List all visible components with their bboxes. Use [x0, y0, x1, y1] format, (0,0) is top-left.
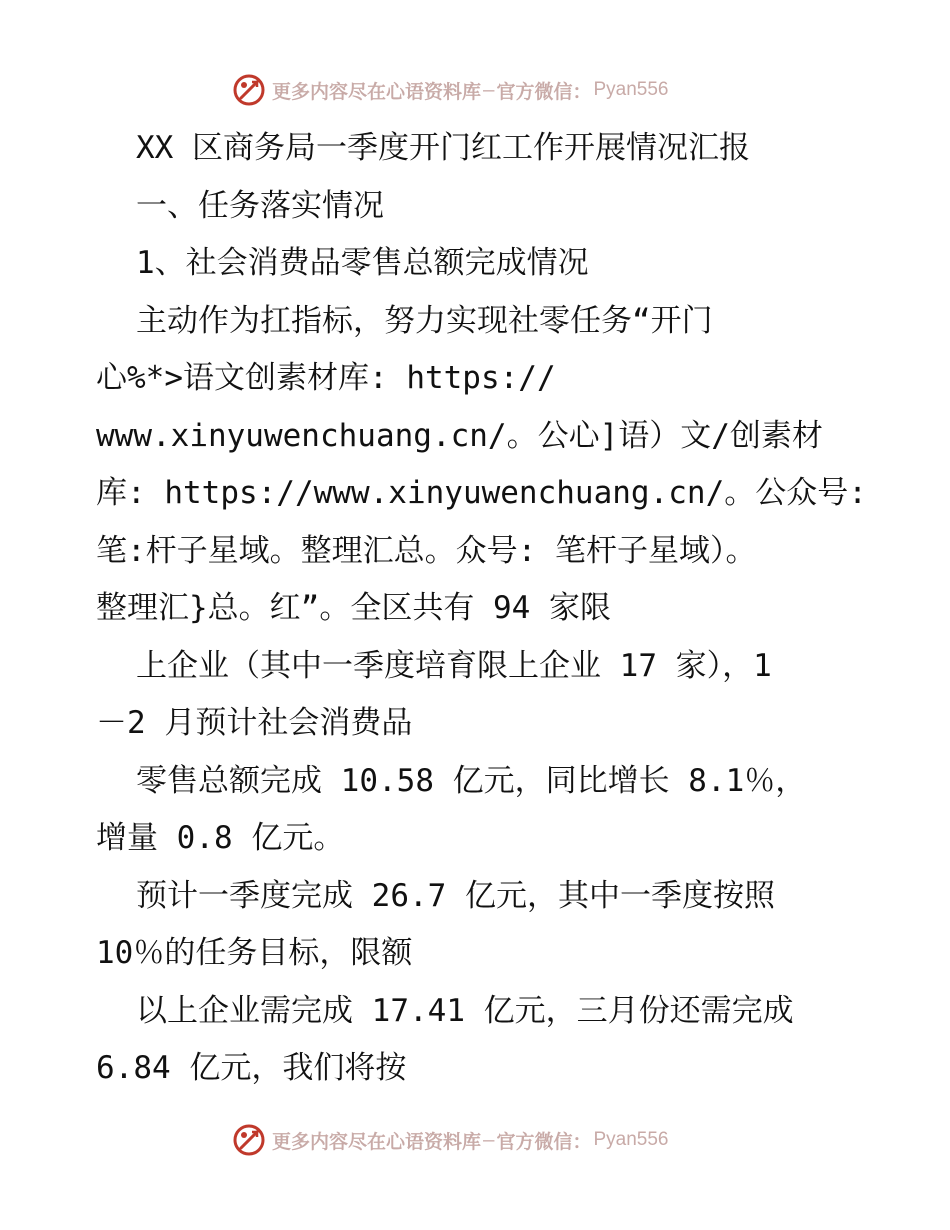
- watermark-text: 更多内容尽在心语资料库: [272, 80, 482, 103]
- document-line: 库: https://www.xinyuwenchuang.cn/。公众号:: [96, 475, 867, 511]
- watermark-logo-icon: [232, 73, 266, 107]
- document-line: 以上企业需完成 17.41 亿元，三月份还需完成: [136, 992, 794, 1029]
- document-line: 一、任务落实情况: [136, 187, 384, 224]
- footer-watermark-banner: [232, 1122, 732, 1158]
- watermark-wechat-id: Pyan556: [593, 1129, 669, 1150]
- document-line: 增量 0.8 亿元。: [96, 820, 345, 856]
- watermark-separator: —: [483, 1129, 495, 1151]
- document-line: －2 月预计社会消费品: [96, 705, 413, 741]
- document-body: [96, 120, 867, 1098]
- watermark-wechat-label: 官方微信：: [496, 1130, 592, 1153]
- watermark-wechat-label: 官方微信：: [496, 80, 592, 103]
- document-line: 主动作为扛指标，努力实现社零任务“开门: [136, 302, 713, 339]
- document-line: 心%*>语文创素材库: https://: [96, 360, 556, 396]
- watermark-logo-icon: [232, 1123, 266, 1157]
- watermark-wechat-id: Pyan556: [593, 79, 669, 100]
- document-line: 上企业（其中一季度培育限上企业 17 家），1: [136, 647, 772, 684]
- document-line: 整理汇}总。红”。全区共有 94 家限: [96, 590, 611, 626]
- document-line: 1、社会消费品零售总额完成情况: [136, 245, 589, 281]
- document-line: 6.84 亿元，我们将按: [96, 1050, 407, 1086]
- document-line: 10％的任务目标，限额: [96, 935, 413, 971]
- header-watermark-banner: [232, 72, 732, 108]
- document-line: 笔:杆子星域。整理汇总。众号: 笔杆子星域）。: [96, 532, 757, 569]
- watermark-separator: —: [483, 79, 495, 101]
- document-line: 预计一季度完成 26.7 亿元，其中一季度按照: [136, 877, 775, 914]
- document-line: www.xinyuwenchuang.cn/。公心]语）文/创素材: [96, 417, 823, 454]
- watermark-text: 更多内容尽在心语资料库: [272, 1130, 482, 1153]
- document-line: XX 区商务局一季度开门红工作开展情况汇报: [136, 130, 750, 166]
- document-line: 零售总额完成 10.58 亿元，同比增长 8.1％，: [136, 762, 807, 799]
